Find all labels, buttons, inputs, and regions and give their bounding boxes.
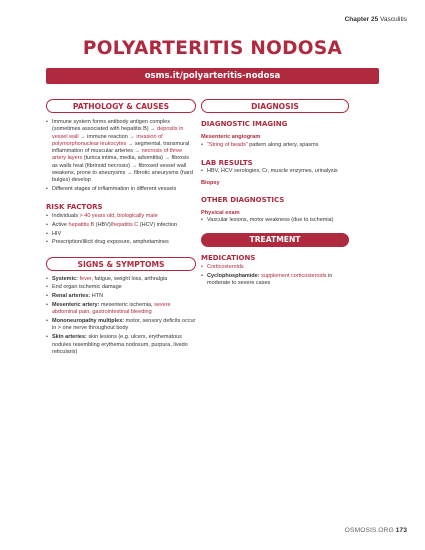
- text: Active: [52, 221, 69, 228]
- imaging-list: [201, 142, 349, 149]
- highlight: deposits in vessel wall: [52, 126, 184, 140]
- signs-heading: SIGNS & SYMPTOMS: [46, 257, 196, 271]
- text: → segmental, transmural inflammation of muscular arteries →: [52, 140, 190, 155]
- list-item: • End organ ischemic damage: [46, 284, 196, 291]
- list-item: [46, 276, 196, 283]
- url-link[interactable]: osms.it/polyarteritis-nodosa: [46, 68, 379, 84]
- label: Mononeuropathy multiplex:: [52, 318, 125, 325]
- list-item: • HBV, HCV serologies, Cr, muscle enzymes, urinalysis: [201, 168, 349, 175]
- list-item: [201, 142, 349, 149]
- angiogram-subheading: Mesenteric angiogram: [201, 134, 261, 140]
- label: Systemic:: [52, 275, 78, 282]
- list-item: • Corticosteroids: [201, 264, 349, 271]
- text: → immune reaction →: [78, 133, 137, 140]
- list-item: • Prescription/illicit drug exposure, amphetamines: [46, 239, 196, 246]
- treatment-heading: TREATMENT: [201, 233, 349, 247]
- text: (tunica intima, media, adventitia) → fibrosis as walls heal (fibrinoid necrosis) → fibrosed vessel wall weakens, prone to aneurysms → fibrotic aneurysms (hard bulges) develop: [52, 155, 193, 184]
- page-header: [345, 16, 407, 23]
- physical-exam-subheading: Physical exam: [201, 209, 240, 216]
- highlight: invasion of polymorphonuclear leukocytes: [52, 133, 163, 147]
- label: Cyclophosphamide:: [207, 272, 260, 279]
- medications-heading: MEDICATIONS: [201, 254, 256, 263]
- medications-list: [201, 264, 349, 287]
- text: skin lesions (e.g. ulcers, erythematous nodules resembling erythema nodosum, purpura, livedo reticularis): [52, 334, 188, 355]
- page-number: 173: [395, 527, 407, 534]
- list-item: [46, 119, 196, 185]
- right-column: [201, 99, 349, 287]
- highlight: severe abdominal pain, gastrointestinal bleeding: [52, 302, 171, 316]
- text: pattern along artery, spasms: [247, 141, 319, 148]
- highlight: supplement corticosteroids: [261, 272, 327, 279]
- list-item: • HIV: [46, 231, 196, 238]
- chapter-label: Chapter 25: [344, 16, 379, 23]
- biopsy-subheading: Biopsy: [201, 179, 220, 186]
- risk-list: [46, 213, 196, 247]
- label: Renal arteries:: [52, 293, 91, 300]
- left-column: [46, 99, 196, 356]
- other-diagnostics-heading: OTHER DIAGNOSTICS: [201, 195, 285, 204]
- label: Skin arteries:: [52, 334, 87, 341]
- highlight: necrosis of three artery layers: [52, 148, 183, 162]
- lab-results-heading: LAB RESULTS: [201, 158, 253, 167]
- highlight: “String of beads”: [207, 141, 248, 148]
- imaging-heading: DIAGNOSTIC IMAGING: [201, 120, 288, 128]
- list-item: [46, 302, 196, 317]
- list-item: [46, 334, 196, 356]
- list-item: [46, 222, 196, 229]
- chapter-topic: Vasculitis: [380, 16, 407, 23]
- list-item: • Vascular lesions, motor weakness (due to ischemia): [201, 217, 349, 224]
- highlight: hepatitis C: [112, 221, 139, 228]
- text: motor, sensory deficits occur in > one nerve throughout body: [52, 318, 196, 332]
- text: in moderate to severe cases: [207, 272, 333, 286]
- pathology-list: [46, 119, 196, 193]
- text: (HBV)/: [94, 221, 113, 228]
- page-title: POLYARTERITIS NODOSA: [82, 38, 343, 59]
- text: (HCV) infection: [138, 221, 178, 228]
- page-footer: [345, 527, 407, 534]
- diagnosis-heading: DIAGNOSIS: [201, 99, 349, 113]
- list-item: [201, 273, 349, 288]
- text: HTN: [91, 293, 104, 300]
- text: , fatigue, weight loss, arthralgia: [91, 275, 168, 282]
- highlight: > 40 years old, biologically male: [79, 212, 158, 219]
- risk-heading: RISK FACTORS: [46, 203, 103, 212]
- text: mesenteric ischemia,: [100, 302, 155, 309]
- label: Mesenteric artery:: [52, 302, 100, 309]
- text: Individuals: [52, 212, 80, 219]
- highlight: fever: [79, 275, 92, 282]
- highlight: hepatitis B: [68, 221, 95, 228]
- site-name: OSMOSIS.ORG: [344, 527, 394, 534]
- list-item: [46, 293, 196, 300]
- other-list: [201, 217, 349, 224]
- list-item: [46, 213, 196, 220]
- lab-list: [201, 168, 349, 175]
- text: Immune system forms antibody antigen complex (sometimes associated with hepatitis B) →: [52, 119, 170, 133]
- pathology-heading: PATHOLOGY & CAUSES: [46, 99, 196, 113]
- list-item: • Different stages of inflammation in different vessels: [46, 186, 196, 193]
- list-item: [46, 318, 196, 333]
- signs-list: [46, 276, 196, 356]
